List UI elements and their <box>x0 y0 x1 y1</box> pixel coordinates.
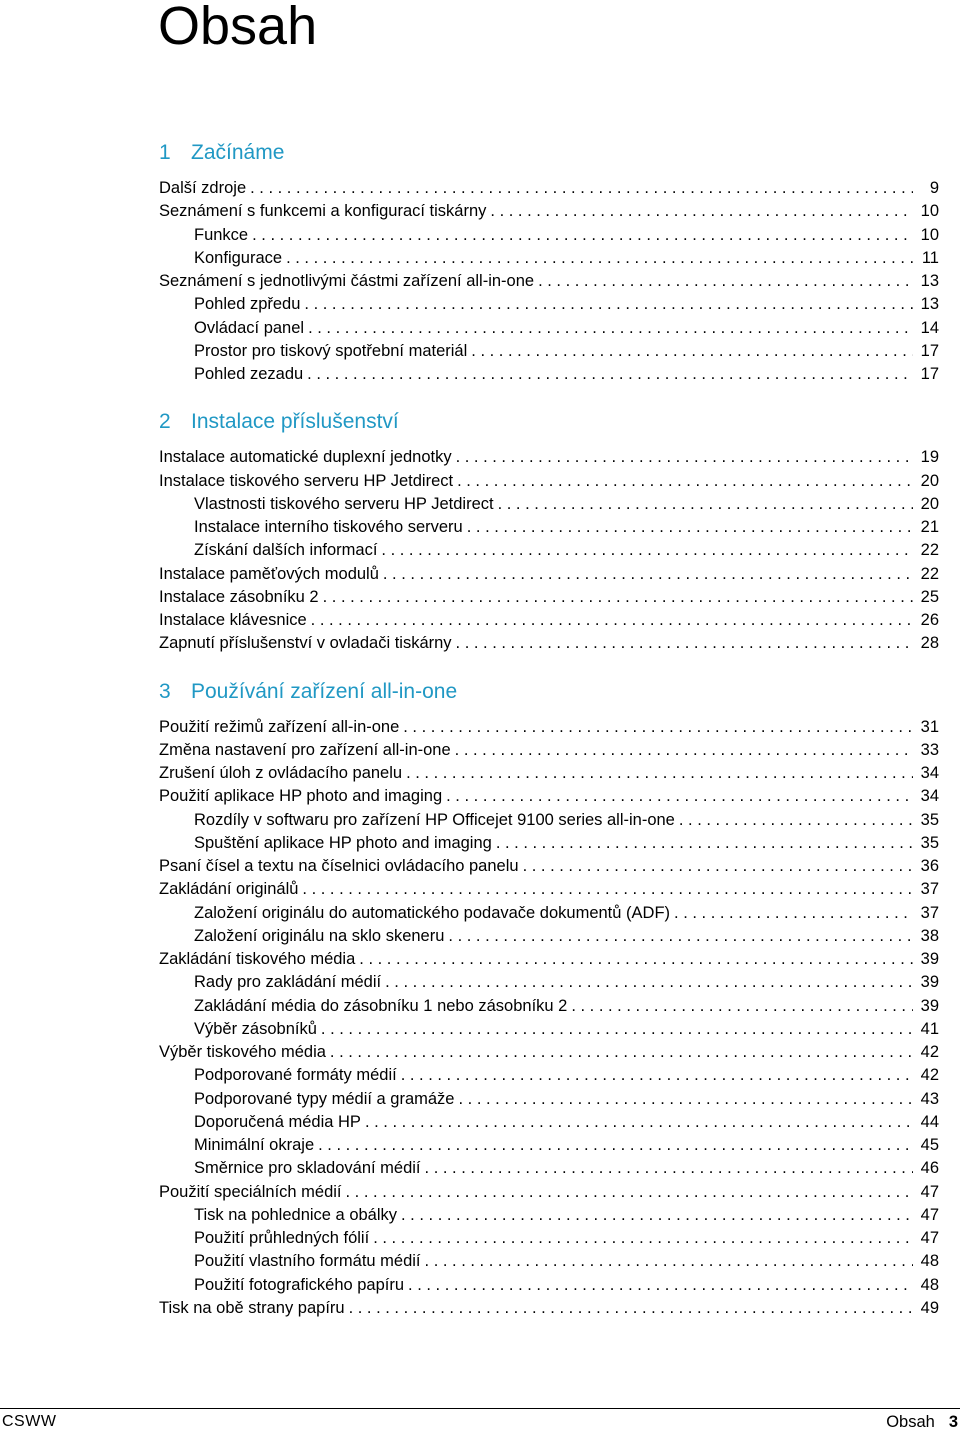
toc-entry-title: Instalace paměťových modulů <box>159 564 379 583</box>
toc-entry-title: Založení originálu na sklo skeneru <box>194 926 445 945</box>
dot-leader <box>448 925 913 948</box>
toc-entry[interactable] <box>159 270 939 293</box>
toc-entry-page: 39 <box>920 973 939 992</box>
toc-entry-page: 34 <box>920 764 939 782</box>
dot-leader <box>286 247 913 270</box>
toc-entry-page: 42 <box>920 1043 939 1061</box>
dot-leader <box>307 363 913 386</box>
toc-entry[interactable] <box>159 224 939 247</box>
toc-entry-page: 45 <box>920 1136 939 1154</box>
toc-entry-title: Seznámení s jednotlivými částmi zařízení all-in-one <box>159 272 535 290</box>
toc-entry-title: Prostor pro tiskový spotřební materiál <box>194 341 468 360</box>
dot-leader <box>304 293 913 316</box>
toc-entry-title: Použití speciálních médií <box>159 1182 342 1201</box>
toc-entry-title: Podporované typy médií a gramáže <box>194 1089 455 1108</box>
dot-leader <box>458 1088 913 1111</box>
dot-leader <box>385 971 913 994</box>
toc-entry-page: 13 <box>920 272 939 290</box>
toc-entry-title: Seznámení s funkcemi a konfigurací tiskárny <box>159 202 487 221</box>
dot-leader <box>490 200 913 223</box>
toc-entry[interactable] <box>159 586 939 609</box>
toc-entry-page: 35 <box>920 833 939 852</box>
toc-entry-title: Konfigurace <box>194 248 283 267</box>
toc-entry[interactable] <box>159 340 939 363</box>
dot-leader <box>250 177 913 200</box>
dot-leader <box>674 902 913 925</box>
toc-entry-page: 19 <box>920 448 939 467</box>
dot-leader <box>383 563 913 586</box>
toc-entry-page: 34 <box>920 787 939 806</box>
toc-entry[interactable] <box>159 971 939 994</box>
dot-leader <box>467 516 913 539</box>
toc-entry[interactable] <box>159 1157 939 1180</box>
dot-leader <box>408 1274 913 1297</box>
toc-entry-title: Použití vlastního formátu médií <box>194 1252 421 1271</box>
toc-entry-page: 41 <box>920 1019 939 1038</box>
toc-entry[interactable] <box>159 855 939 878</box>
toc-entry-page: 10 <box>920 202 939 221</box>
toc-entry[interactable] <box>159 739 939 762</box>
toc-entry[interactable] <box>159 995 939 1018</box>
toc-entry[interactable] <box>159 1088 939 1111</box>
footer-right <box>886 1411 958 1433</box>
toc-entry-page: 36 <box>920 857 939 875</box>
toc-entry-page: 14 <box>920 318 939 337</box>
dot-leader <box>425 1250 913 1273</box>
toc-entry-title: Zrušení úloh z ovládacího panelu <box>159 764 403 782</box>
toc-entry[interactable] <box>159 539 939 562</box>
chapter-number: 2 <box>159 410 171 434</box>
toc-entry-page: 13 <box>920 295 939 314</box>
toc-entry-page: 44 <box>920 1112 939 1131</box>
toc-entry[interactable] <box>159 1041 939 1064</box>
toc-entry[interactable] <box>159 1181 939 1204</box>
toc-entry-title: Instalace tiskového serveru HP Jetdirect <box>159 471 454 490</box>
footer-divider <box>0 1408 960 1409</box>
toc-entry-title: Tisk na pohlednice a obálky <box>194 1205 398 1224</box>
toc-entry[interactable] <box>159 1274 939 1297</box>
page-title: Obsah <box>158 0 318 56</box>
toc-entry[interactable] <box>159 948 939 971</box>
dot-leader <box>323 586 913 609</box>
toc-entry-page: 9 <box>929 179 939 197</box>
dot-leader <box>302 878 913 901</box>
toc-entry-title: Psaní čísel a textu na číselnici ovládacího panelu <box>159 857 519 875</box>
toc-entry-page: 49 <box>920 1298 939 1317</box>
toc-entry-title: Směrnice pro skladování médií <box>194 1159 421 1178</box>
dot-leader <box>571 995 913 1018</box>
toc-entry[interactable] <box>159 762 939 785</box>
chapter-number: 1 <box>159 141 171 164</box>
dot-leader <box>455 739 913 762</box>
dot-leader <box>456 446 913 469</box>
toc-entry-title: Instalace klávesnice <box>159 611 307 629</box>
toc-entry-title: Zapnutí příslušenství v ovladači tiskárny <box>159 634 452 653</box>
toc-entry-title: Založení originálu do automatického podavače dokumentů (ADF) <box>194 903 671 922</box>
dot-leader <box>403 716 913 739</box>
dot-leader <box>365 1111 913 1134</box>
dot-leader <box>498 493 913 516</box>
chapter-section <box>159 137 939 386</box>
toc-entry-page: 10 <box>920 225 939 244</box>
toc-entry[interactable] <box>159 1204 939 1227</box>
toc-entry-title: Funkce <box>194 225 249 244</box>
toc-entry-title: Výběr tiskového média <box>159 1043 326 1061</box>
toc-entry-page: 47 <box>920 1229 939 1247</box>
toc-entry-title: Další zdroje <box>159 179 247 197</box>
toc-entry[interactable] <box>159 902 939 925</box>
chapter-title: Začínáme <box>191 141 285 164</box>
toc-entry[interactable] <box>159 1250 939 1273</box>
toc-entry[interactable] <box>159 832 939 855</box>
toc-entry-title: Pohled zpředu <box>194 295 301 314</box>
toc-entry-title: Instalace automatické duplexní jednotky <box>159 448 452 467</box>
dot-leader <box>330 1041 913 1064</box>
toc-entry-page: 37 <box>920 903 939 922</box>
dot-leader <box>308 317 913 340</box>
dot-leader <box>471 340 913 363</box>
toc-entry-title: Tisk na obě strany papíru <box>159 1298 345 1317</box>
dot-leader <box>456 632 913 655</box>
toc-entry[interactable] <box>159 632 939 655</box>
toc-entry-page: 39 <box>920 950 939 968</box>
toc-entry-title: Rozdíly v softwaru pro zařízení HP Officejet 9100 series all-in-one <box>194 810 675 829</box>
toc-entry[interactable] <box>159 317 939 340</box>
toc-entry[interactable] <box>159 1134 939 1157</box>
toc-entry-page: 33 <box>920 740 939 759</box>
toc-entry-title: Zakládání média do zásobníku 1 nebo zásobníku 2 <box>194 996 568 1015</box>
toc-entry-page: 21 <box>920 518 939 536</box>
toc-entry-page: 22 <box>920 564 939 583</box>
chapter-section <box>159 406 939 655</box>
dot-leader <box>359 948 913 971</box>
toc-entry[interactable] <box>159 247 939 270</box>
toc-entry-title: Podporované formáty médií <box>194 1066 397 1085</box>
footer-page-number: 3 <box>948 1413 958 1431</box>
toc-entry[interactable] <box>159 809 939 832</box>
toc-entry-page: 37 <box>920 880 939 899</box>
toc-entry[interactable] <box>159 1227 939 1250</box>
dot-leader <box>373 1227 913 1250</box>
toc-entry-title: Doporučená média HP <box>194 1112 361 1131</box>
toc-entry-page: 11 <box>921 248 939 267</box>
chapter-heading[interactable] <box>159 406 939 438</box>
toc-entry-page: 48 <box>920 1275 939 1294</box>
table-of-contents <box>159 137 939 1320</box>
chapter-title: Instalace příslušenství <box>191 410 399 434</box>
toc-entry-page: 43 <box>920 1089 939 1108</box>
toc-entry-page: 22 <box>920 541 939 560</box>
toc-entry-page: 17 <box>920 341 939 360</box>
dot-leader <box>349 1297 913 1320</box>
toc-entry-page: 17 <box>920 365 939 383</box>
toc-entry-title: Spuštění aplikace HP photo and imaging <box>194 833 492 852</box>
dot-leader <box>381 539 913 562</box>
dot-leader <box>252 224 913 247</box>
toc-entry[interactable] <box>159 446 939 469</box>
toc-entry-page: 42 <box>920 1066 939 1085</box>
chapter-section <box>159 676 939 1321</box>
toc-entry[interactable] <box>159 785 939 808</box>
toc-entry[interactable] <box>159 716 939 739</box>
toc-entry-title: Ovládací panel <box>194 318 305 337</box>
toc-entry[interactable] <box>159 293 939 316</box>
toc-entry-page: 48 <box>920 1252 939 1271</box>
toc-entry[interactable] <box>159 177 939 200</box>
chapter-heading[interactable] <box>159 137 939 169</box>
toc-entry-title: Instalace zásobníku 2 <box>159 587 319 606</box>
toc-entry-title: Minimální okraje <box>194 1136 315 1154</box>
toc-entry-title: Výběr zásobníků <box>194 1019 317 1038</box>
toc-entry-title: Pohled zezadu <box>194 365 304 383</box>
toc-entry-title: Zakládání originálů <box>159 880 299 899</box>
toc-entry-page: 31 <box>920 717 939 736</box>
footer-left-label: CSWW <box>2 1413 57 1430</box>
toc-entry[interactable] <box>159 516 939 539</box>
toc-entry[interactable] <box>159 1064 939 1087</box>
toc-entry[interactable] <box>159 878 939 901</box>
dot-leader <box>446 785 913 808</box>
toc-entry-page: 26 <box>920 611 939 629</box>
toc-entry-page: 39 <box>920 996 939 1015</box>
chapter-heading[interactable] <box>159 676 939 708</box>
toc-entry[interactable] <box>159 493 939 516</box>
toc-entry-page: 20 <box>920 471 939 490</box>
toc-entry[interactable] <box>159 1297 939 1320</box>
toc-entry[interactable] <box>159 1111 939 1134</box>
toc-entry[interactable] <box>159 363 939 386</box>
dot-leader <box>425 1157 913 1180</box>
toc-entry-page: 47 <box>920 1205 939 1224</box>
toc-entry[interactable] <box>159 563 939 586</box>
toc-entry[interactable] <box>159 470 939 493</box>
toc-entry-title: Rady pro zakládání médií <box>194 973 382 992</box>
dot-leader <box>318 1134 913 1157</box>
dot-leader <box>406 762 913 785</box>
toc-entry-title: Změna nastavení pro zařízení all-in-one <box>159 740 451 759</box>
toc-entry-title: Získání dalších informací <box>194 541 378 560</box>
toc-entry-title: Zakládání tiskového média <box>159 950 356 968</box>
dot-leader <box>538 270 913 293</box>
dot-leader <box>457 470 913 493</box>
toc-entry-title: Použití režimů zařízení all-in-one <box>159 717 400 736</box>
toc-entry-title: Použití průhledných fólií <box>194 1229 370 1247</box>
toc-entry-page: 46 <box>920 1159 939 1178</box>
toc-entry-page: 20 <box>920 494 939 513</box>
dot-leader <box>321 1018 913 1041</box>
toc-entry-title: Použití aplikace HP photo and imaging <box>159 787 443 806</box>
toc-entry-title: Použití fotografického papíru <box>194 1275 405 1294</box>
toc-entry-page: 25 <box>920 587 939 606</box>
toc-entry[interactable] <box>159 200 939 223</box>
toc-entry-title: Instalace interního tiskového serveru <box>194 518 463 536</box>
chapter-number: 3 <box>159 679 171 703</box>
toc-entry[interactable] <box>159 1018 939 1041</box>
toc-entry[interactable] <box>159 925 939 948</box>
footer-section-title: Obsah <box>886 1413 935 1431</box>
dot-leader <box>311 609 913 632</box>
dot-leader <box>523 855 913 878</box>
dot-leader <box>496 832 913 855</box>
toc-entry-page: 28 <box>920 634 939 653</box>
toc-entry-page: 38 <box>920 926 939 945</box>
chapter-title: Používání zařízení all-in-one <box>191 679 458 703</box>
dot-leader <box>401 1064 913 1087</box>
toc-entry-title: Vlastnosti tiskového serveru HP Jetdirect <box>194 494 494 513</box>
dot-leader <box>346 1181 913 1204</box>
dot-leader <box>401 1204 913 1227</box>
dot-leader <box>679 809 913 832</box>
toc-entry-page: 47 <box>920 1182 939 1201</box>
toc-entry-page: 35 <box>920 810 939 829</box>
toc-entry[interactable] <box>159 609 939 632</box>
